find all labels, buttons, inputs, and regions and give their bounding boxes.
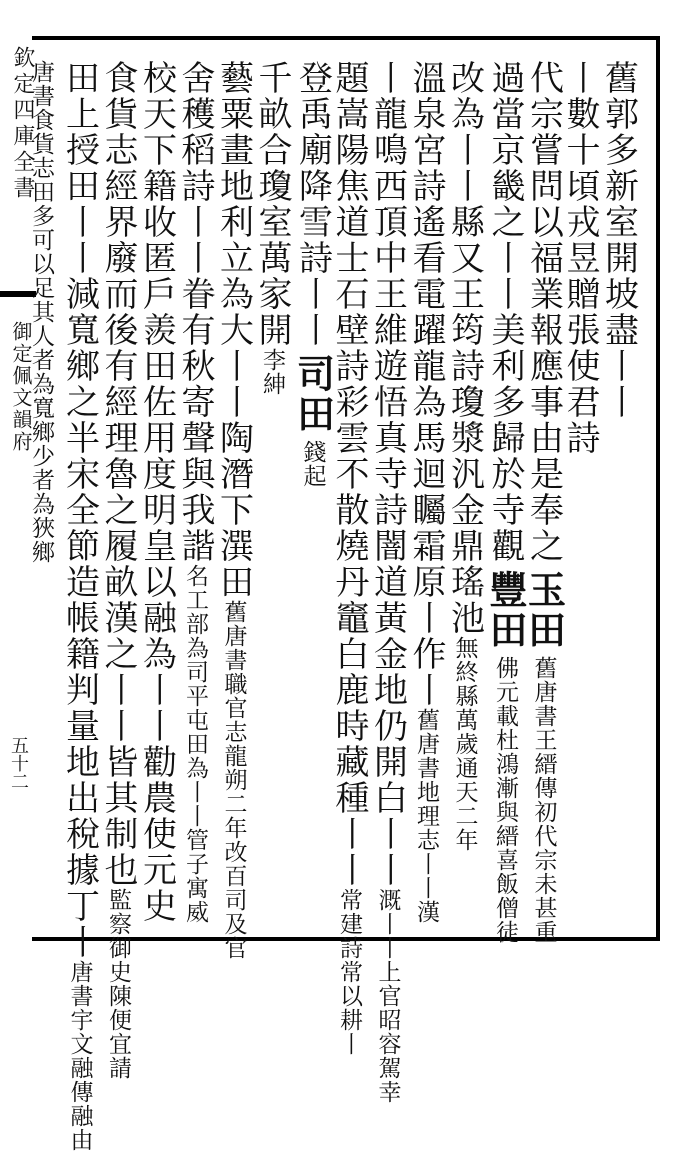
text-column <box>521 60 567 944</box>
annotation-text: 唐書宇文融傳融由 <box>66 960 93 1152</box>
text-column <box>175 60 215 924</box>
annotation-text: 舊唐書地理志丨丨漢 <box>413 708 439 924</box>
text-column <box>136 60 177 924</box>
column-text: 溫泉宮詩遙看電躍龍為馬迴矚霜原丨作丨 <box>406 60 446 708</box>
annotation-text: 無終縣萬歲通天二年 <box>451 636 478 852</box>
annotation-text: 李紳 <box>259 348 285 396</box>
column-text: 改為丨丨縣又王筠詩瓊漿汎金鼎瑤池 <box>444 60 485 636</box>
folio-number: 五十二 <box>8 736 29 790</box>
column-text: 校天下籍收匿戶羨田佐用度明皇以融為丨丨勸農使元史 <box>136 60 177 924</box>
column-text: 登禹廟降雪詩丨丨 <box>292 60 333 348</box>
column-text: 食貨志經界廢而後有經理魯之履畝漢之丨丨皆其制也 <box>98 60 138 888</box>
column-text: 舍穫稻詩丨丨眷有秋寄聲與我諧 <box>175 60 215 564</box>
annotation-text: 監察御史陳便宜請 <box>105 888 131 1080</box>
column-text: 藝粟畫地利立為大丨丨陶潛下潠田 <box>213 60 254 600</box>
text-column <box>213 60 254 960</box>
annotation-text: 錢起 <box>299 440 326 488</box>
column-text: 千畝合瓊室萬家開 <box>252 60 292 348</box>
annotation-text: 舊唐書職官志龍朔二年改百司及官 <box>220 600 247 960</box>
text-column <box>98 60 138 1080</box>
annotation-text: 唐書食貨志田多可以足其人者為寬鄉少者為狹鄉 <box>28 60 54 564</box>
entry-heading: 司田 <box>290 354 336 434</box>
text-column <box>560 60 600 456</box>
text-column <box>483 60 528 944</box>
annotation-text: 舊唐書王縉傳初代宗未甚重 <box>530 656 557 944</box>
text-column <box>598 60 639 420</box>
column-text: 丨數十頃戎昱贈張使君詩 <box>560 60 600 456</box>
column-text: 舊郭多新室開坡盡丨丨 <box>598 60 639 420</box>
text-column <box>252 60 292 396</box>
annotation-text: 名工部為司平屯田為丨丨管子寓威 <box>182 564 208 924</box>
section-title: 御定佩文韻府 <box>9 321 33 453</box>
column-text: 田上授田丨丨減寬鄉之半宋全節造帳籍判量地出稅據丁丨 <box>59 60 100 960</box>
text-column <box>290 60 336 488</box>
text-column <box>367 60 408 1104</box>
annotation-text: 常建詩常以耕丨 <box>336 888 362 1056</box>
column-text: 丨龍鳴西頂中王維遊悟真寺詩闇道黃金地仍開白丨丨 <box>367 60 408 888</box>
entry-heading: 豐田 <box>483 570 528 650</box>
text-column <box>24 60 58 564</box>
text-column <box>329 60 369 1056</box>
annotation-text: 佛元載杜鴻漸與縉喜飯僧徒 <box>492 656 518 944</box>
text-column <box>59 60 100 1152</box>
annotation-text: 溉丨丨上官昭容駕幸 <box>374 888 401 1104</box>
text-column <box>444 60 485 852</box>
entry-heading: 玉田 <box>521 570 567 650</box>
book-title: 欽定四庫全書 <box>10 46 35 202</box>
column-text: 過當京畿之丨丨美利多歸於寺觀 <box>485 60 525 564</box>
column-text: 代宗嘗問以福業報應事由是奉之 <box>523 60 564 564</box>
column-text: 題嵩陽焦道士石壁詩彩雲不散燒丹竈白鹿時藏種丨丨 <box>329 60 369 888</box>
text-column <box>406 60 446 924</box>
